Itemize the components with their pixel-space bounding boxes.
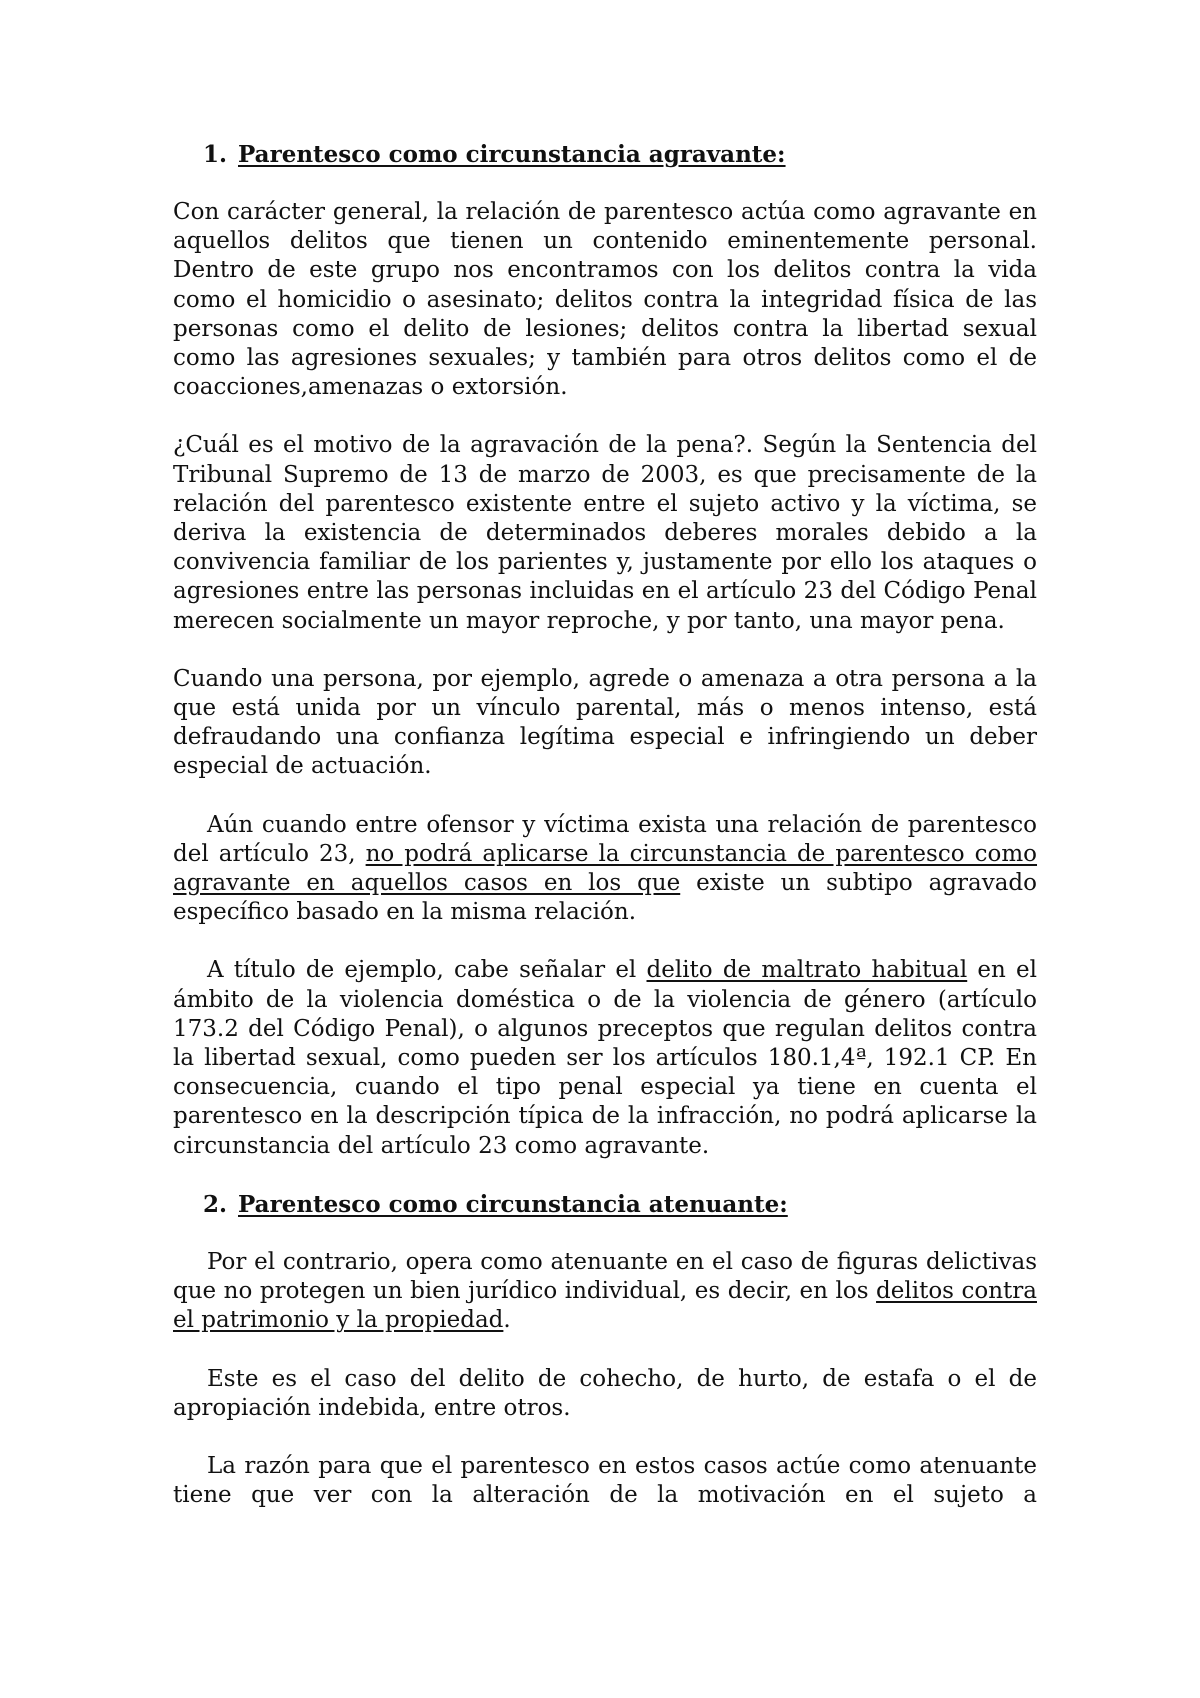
section-2-p1-text-after: . — [503, 1307, 511, 1334]
paragraph-5-underlined-text: delito de maltrato habitual — [646, 957, 968, 984]
section-1-number: 1. — [203, 141, 228, 168]
section-2-paragraph-3: La razón para que el parentesco en estos casos actúe como atenuante tiene que ver con la alteración de la motivación en el sujeto a — [173, 1452, 1037, 1509]
section-1-paragraph-3: Cuando una persona, por ejemplo, agrede o amenaza a otra persona a la que está unida por un vínculo parental, más o menos intenso, está defraudando una confianza legítima especial e infringiendo un deber especial de actuación. — [173, 665, 1037, 780]
section-1-paragraph-4 — [173, 811, 1037, 928]
section-2-heading — [173, 1190, 1037, 1219]
section-1-heading — [173, 140, 1037, 169]
paragraph-5-text-before: A título de ejemplo, cabe señalar el — [207, 957, 647, 984]
paragraph-4-text-before: Aún cuando entre ofensor y víctima exista una relación de parentesco del artículo 23, — [173, 811, 1037, 867]
section-2-paragraph-2: Este es el caso del delito de cohecho, de hurto, de estafa o el de apropiación indebida, entre otros. — [173, 1365, 1037, 1421]
section-1-paragraph-5 — [173, 956, 1037, 1160]
section-1-paragraph-1: Con carácter general, la relación de parentesco actúa como agravante en aquellos delitos que tienen un contenido eminentemente personal. Dentro de este grupo nos encontramos con los delitos contra la vida como el homicidio o asesinato; delitos contra la integridad física de las personas como el delito de lesiones; delitos contra la libertad sexual como las agresiones sexuales; y también para otros delitos como el de coacciones,amenazas o extorsión. — [173, 199, 1037, 401]
section-1-paragraph-2: ¿Cuál es el motivo de la agravación de la pena?. Según la Sentencia del Tribunal Supremo de 13 de marzo de 2003, es que precisamente de la relación del parentesco existente entre el sujeto activo y la víctima, se deriva la existencia de determinados deberes morales debido a la convivencia familiar de los parientes y, justamente por ello los ataques o agresiones entre las personas incluidas en el artículo 23 del Código Penal merecen socialmente un mayor reproche, y por tanto, una mayor pena. — [173, 432, 1037, 634]
paragraph-5-text-after: en el ámbito de la violencia doméstica o de la violencia de género (artículo 173.2 del Código Penal), o algunos preceptos que regulan delitos contra la libertad sexual, como pueden ser los artículos 180.1,4ª, 192.1 CP. En consecuencia, cuando el tipo penal especial ya tiene en cuenta el parentesco en la descripción típica de la infracción, no podrá aplicarse la circunstancia del artículo 23 como agravante. — [173, 957, 1038, 1159]
paragraph-4-text-after: existe un subtipo agravado específico basado en la misma relación. — [173, 870, 1037, 926]
document-body — [173, 140, 1037, 1510]
section-2-number: 2. — [203, 1190, 228, 1218]
section-1-title: Parentesco como circunstancia agravante: — [238, 141, 786, 168]
paragraph-4-underlined-text: no podrá aplicarse la circunstancia de parentesco como agravante en aquellos casos en los que — [173, 840, 1038, 897]
section-2-paragraph-1 — [173, 1248, 1037, 1336]
section-2-p1-text-before: Por el contrario, opera como atenuante en el caso de figuras delictivas que no protegen un bien jurídico individual, es decir, en los — [173, 1248, 1037, 1305]
section-2-p1-underlined-text: delitos contra el patrimonio y la propiedad — [173, 1278, 1037, 1334]
section-2-title: Parentesco como circunstancia atenuante: — [238, 1190, 788, 1218]
